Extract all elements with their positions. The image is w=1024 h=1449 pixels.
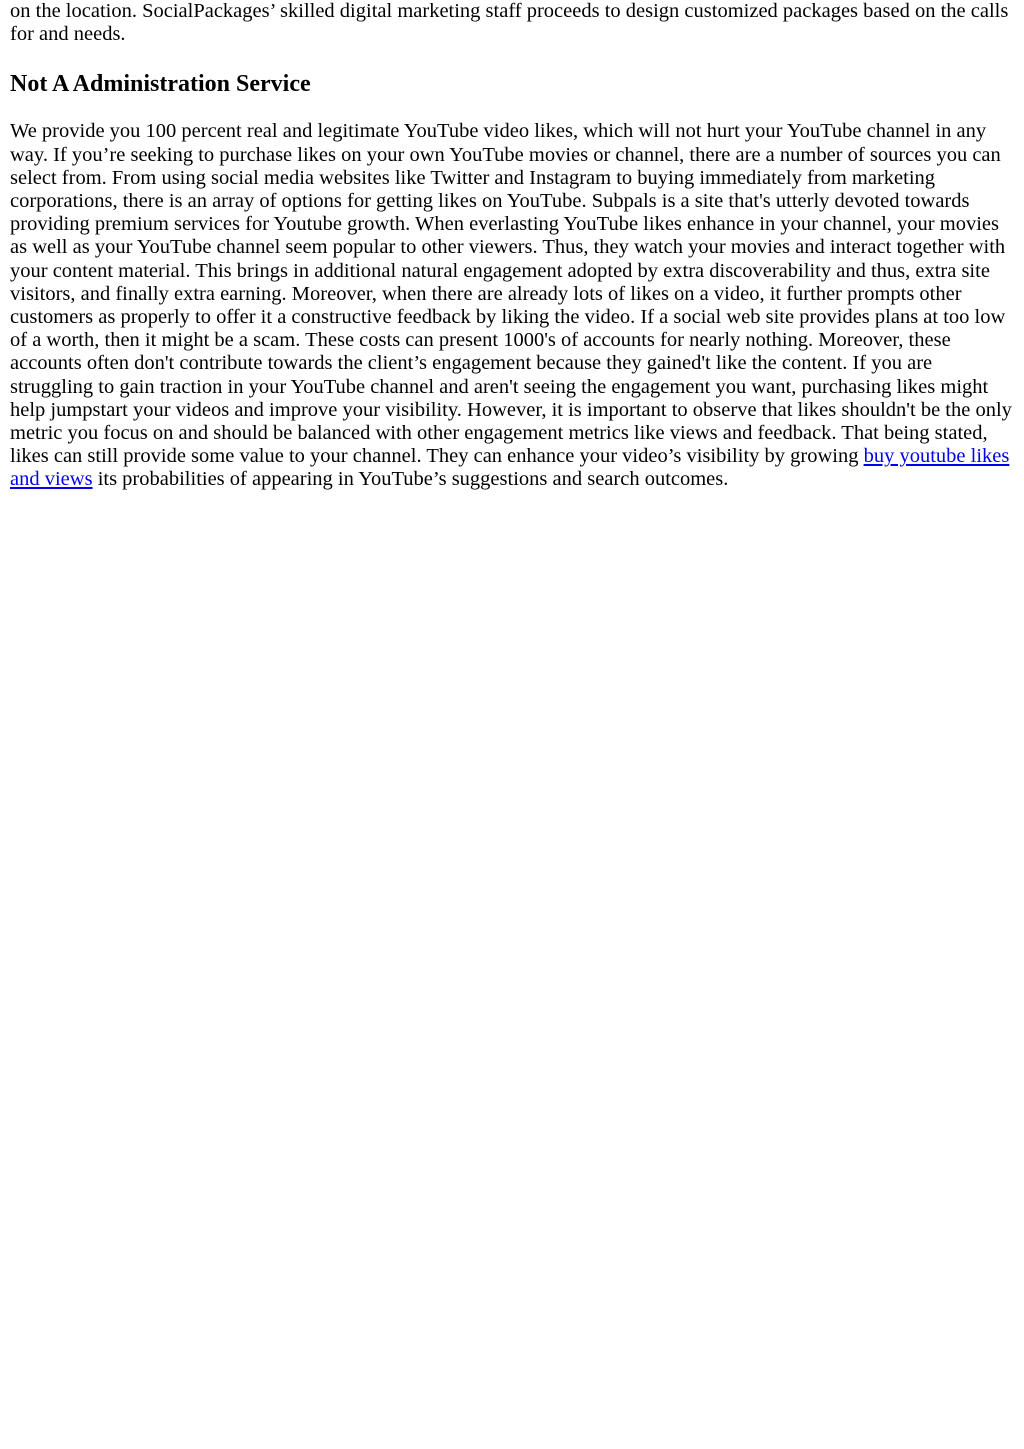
body-paragraph <box>10 120 1016 491</box>
intro-paragraph: on the location. SocialPackages’ skilled digital marketing staff proceeds to design customized packages based on the calls for and needs. <box>10 0 1009 46</box>
body-text-after-link: its probabilities of appearing in YouTube’s suggestions and search outcomes. <box>92 468 729 491</box>
buy-youtube-likes-link[interactable]: buy youtube likes and views <box>10 445 1010 491</box>
section-heading: Not A Administration Service <box>10 71 311 98</box>
body-text-before-link: We provide you 100 percent real and legitimate YouTube video likes, which will not hurt your YouTube channel in any way. If you’re seeking to purchase likes on your own YouTube movies or channel, there are a number of sources you can select from. From using social media websites like Twitter and Instagram to buying immediately from marketing corporations, there is an array of options for getting likes on YouTube. Subpals is a site that's utterly devoted towards providing premium services for Youtube growth. When everlasting YouTube likes enhance in your channel, your movies as well as your YouTube channel seem popular to other viewers. Thus, they watch your movies and interact together with your content material. This brings in additional natural engagement adopted by extra discoverability and thus, extra site visitors, and finally extra earning. Moreover, when there are already lots of likes on a video, it further prompts other customers as properly to offer it a constructive feedback by liking the video. If a social web site provides plans at too low of a worth, then it might be a scam. These costs can present 1000's of accounts for nearly nothing. Moreover, these accounts often don't contribute towards the client’s engagement because they gained't like the content. If you are struggling to gain traction in your YouTube channel and aren't seeing the engagement you want, purchasing likes might help jumpstart your videos and improve your visibility. However, it is important to observe that likes shouldn't be the only metric you focus on and should be balanced with other engagement metrics like views and feedback. That being stated, likes can still provide some value to your channel. They can enhance your video’s visibility by growing <box>10 120 1012 468</box>
